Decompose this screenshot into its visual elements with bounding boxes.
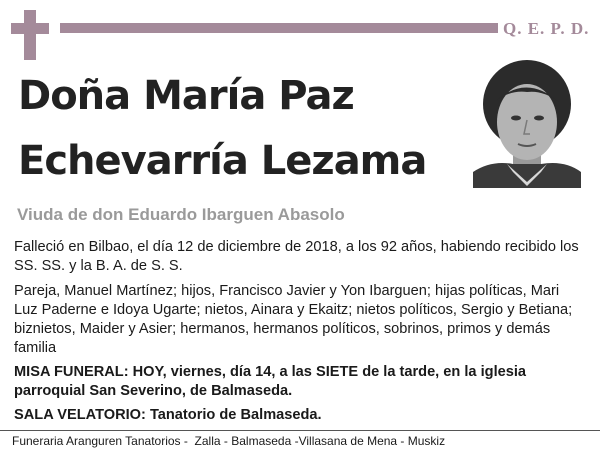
footer-divider — [0, 430, 600, 431]
deceased-name-line1: Doña María Paz — [18, 73, 354, 119]
cross-icon — [11, 10, 49, 60]
funeral-home-footer: Funeraria Aranguren Tanatorios - Zalla - Balmaseda -Villasana de Mena - Muskiz — [12, 434, 446, 448]
widow-of-line: Viuda de don Eduardo Ibarguen Abasolo — [17, 205, 345, 224]
funeral-mass-text: MISA FUNERAL: HOY, viernes, día 14, a las SIETE de la tarde, en la iglesia parroquial San Severino, de Balmaseda. — [14, 364, 527, 399]
death-notice-text: Falleció en Bilbao, el día 12 de diciembre de 2018, a los 92 años, habiendo recibido los SS. SS. y la B. A. de S. S. — [14, 239, 579, 274]
deceased-name-line2: Echevarría Lezama — [18, 138, 427, 184]
portrait-photo — [473, 60, 581, 188]
qepd-label: Q. E. P. D. — [503, 19, 590, 38]
family-list-text: Pareja, Manuel Martínez; hijos, Francisco Javier y Yon Ibarguen; hijas políticas, Mari Luz Paderne e Idoya Ugarte; nietos, Ainara y Ekaitz; nietos políticos, Sergio y Betiana; biznietos, Maider y Asier; hermanos, hermanos políticos, sobrinos, primos y demás familia — [14, 283, 573, 356]
wake-room-text: SALA VELATORIO: Tanatorio de Balmaseda. — [14, 407, 322, 423]
header-bar — [60, 23, 498, 33]
